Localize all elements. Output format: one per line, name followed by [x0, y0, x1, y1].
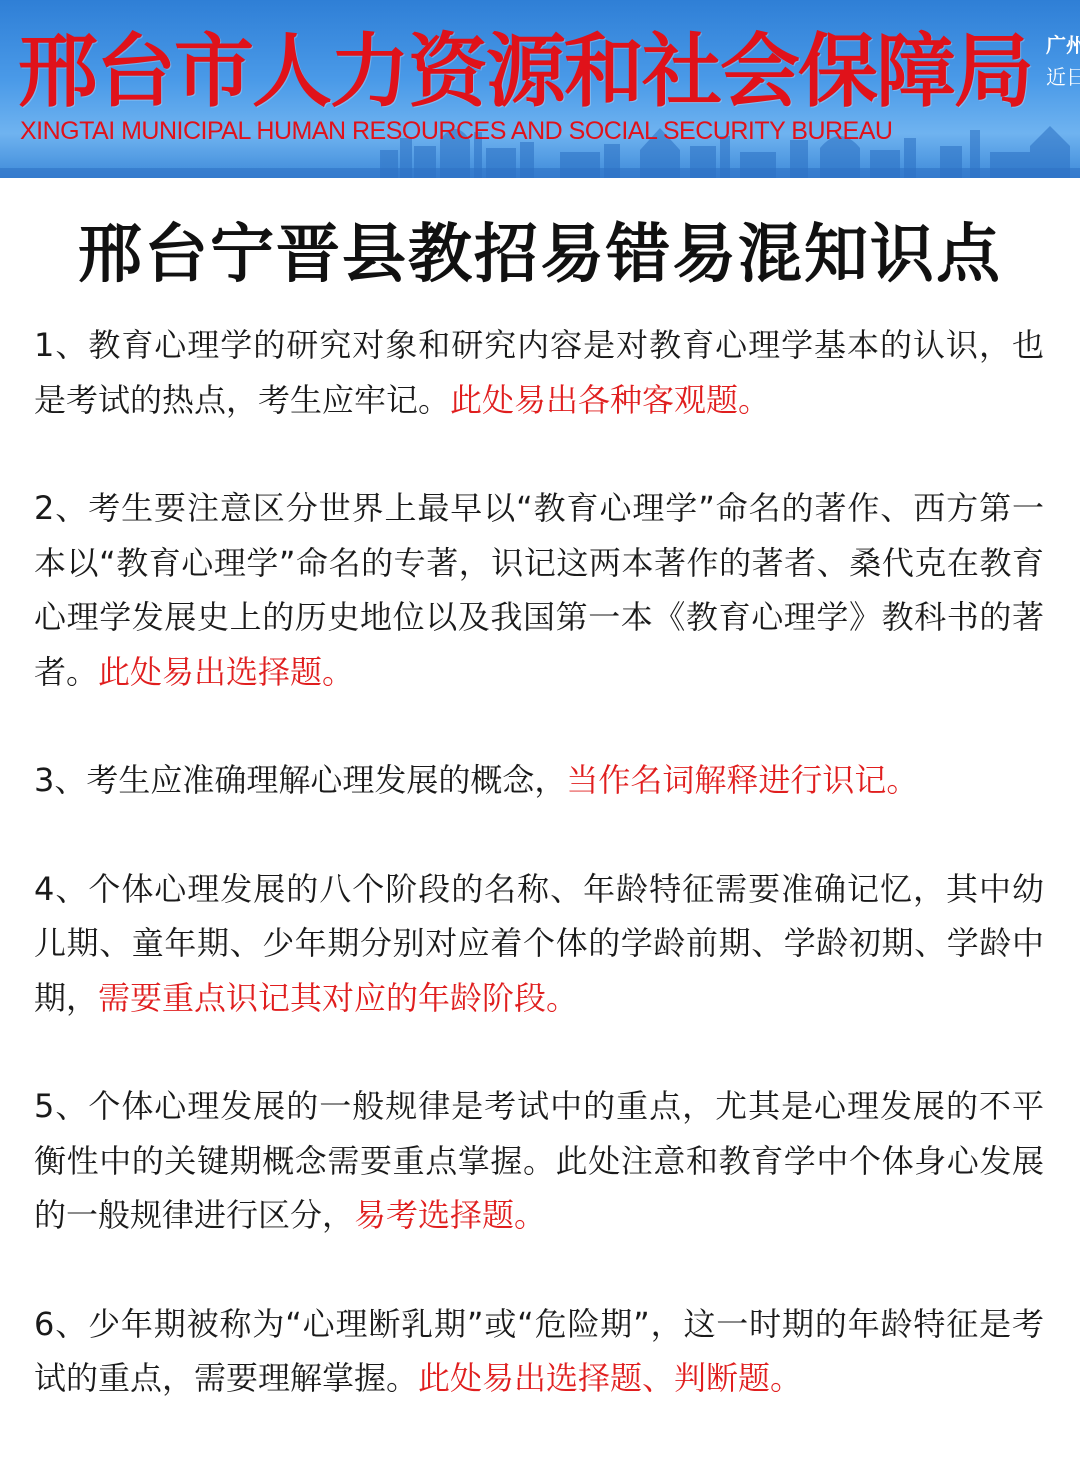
item-text: 3、考生应准确理解心理发展的概念，: [34, 761, 567, 799]
knowledge-point-item: [34, 753, 1044, 808]
item-text: 5、个体心理发展的一般规律是考试中的重点，尤其是心理发展的不平衡性中的关键期概念需要重点掌握。此处注意和教育学中个体身心发展的一般规律进行区分，: [34, 1087, 1044, 1234]
knowledge-point-item: [34, 1297, 1044, 1406]
article-title: 邢台宁晋县教招易错易混知识点: [78, 218, 1002, 292]
knowledge-point-item: [34, 481, 1044, 699]
item-text: 4、个体心理发展的八个阶段的名称、年龄特征需要准确记忆，其中幼儿期、童年期、少年期分别对应着个体的学龄前期、学龄初期、学龄中期，: [34, 869, 1044, 1017]
item-text: 2、考生要注意区分世界上最早以“教育心理学”命名的著作、西方第一本以“教育心理学”命名的专著，识记这两本著作的著者、桑代克在教育心理学发展史上的历史地位以及我国第一本《教育心理学》教科书的著者。: [34, 489, 1044, 691]
corner-text-top: 广州: [1046, 33, 1086, 57]
header-banner: [0, 0, 1086, 178]
bureau-name-english: XINGTAI MUNICIPAL HUMAN RESOURCES AND SOCIAL SECURITY BUREAU: [20, 117, 893, 145]
knowledge-point-item: [34, 318, 1044, 427]
knowledge-point-item: [34, 862, 1044, 1026]
knowledge-point-item: [34, 1079, 1044, 1243]
item-text: 6、少年期被称为“心理断乳期”或“危险期”，这一时期的年龄特征是考试的重点，需要理解掌握。: [34, 1304, 1044, 1397]
corner-text-bottom: 近日: [1046, 65, 1086, 89]
item-highlight: 此处易出选择题、判断题。: [418, 1359, 803, 1397]
item-highlight: 需要重点识记其对应的年龄阶段。: [98, 978, 579, 1017]
item-highlight: 此处易出各种客观题。: [450, 380, 771, 419]
item-text: 1、教育心理学的研究对象和研究内容是对教育心理学基本的认识，也是考试的热点，考生应牢记。: [34, 326, 1044, 419]
item-highlight: 易考选择题。: [354, 1196, 547, 1234]
item-highlight: 当作名词解释进行识记。: [566, 761, 919, 799]
knowledge-point-list: [34, 318, 1044, 1460]
item-highlight: 此处易出选择题。: [98, 652, 355, 691]
bureau-name: 邢台市人力资源和社会保障局: [18, 25, 1032, 118]
